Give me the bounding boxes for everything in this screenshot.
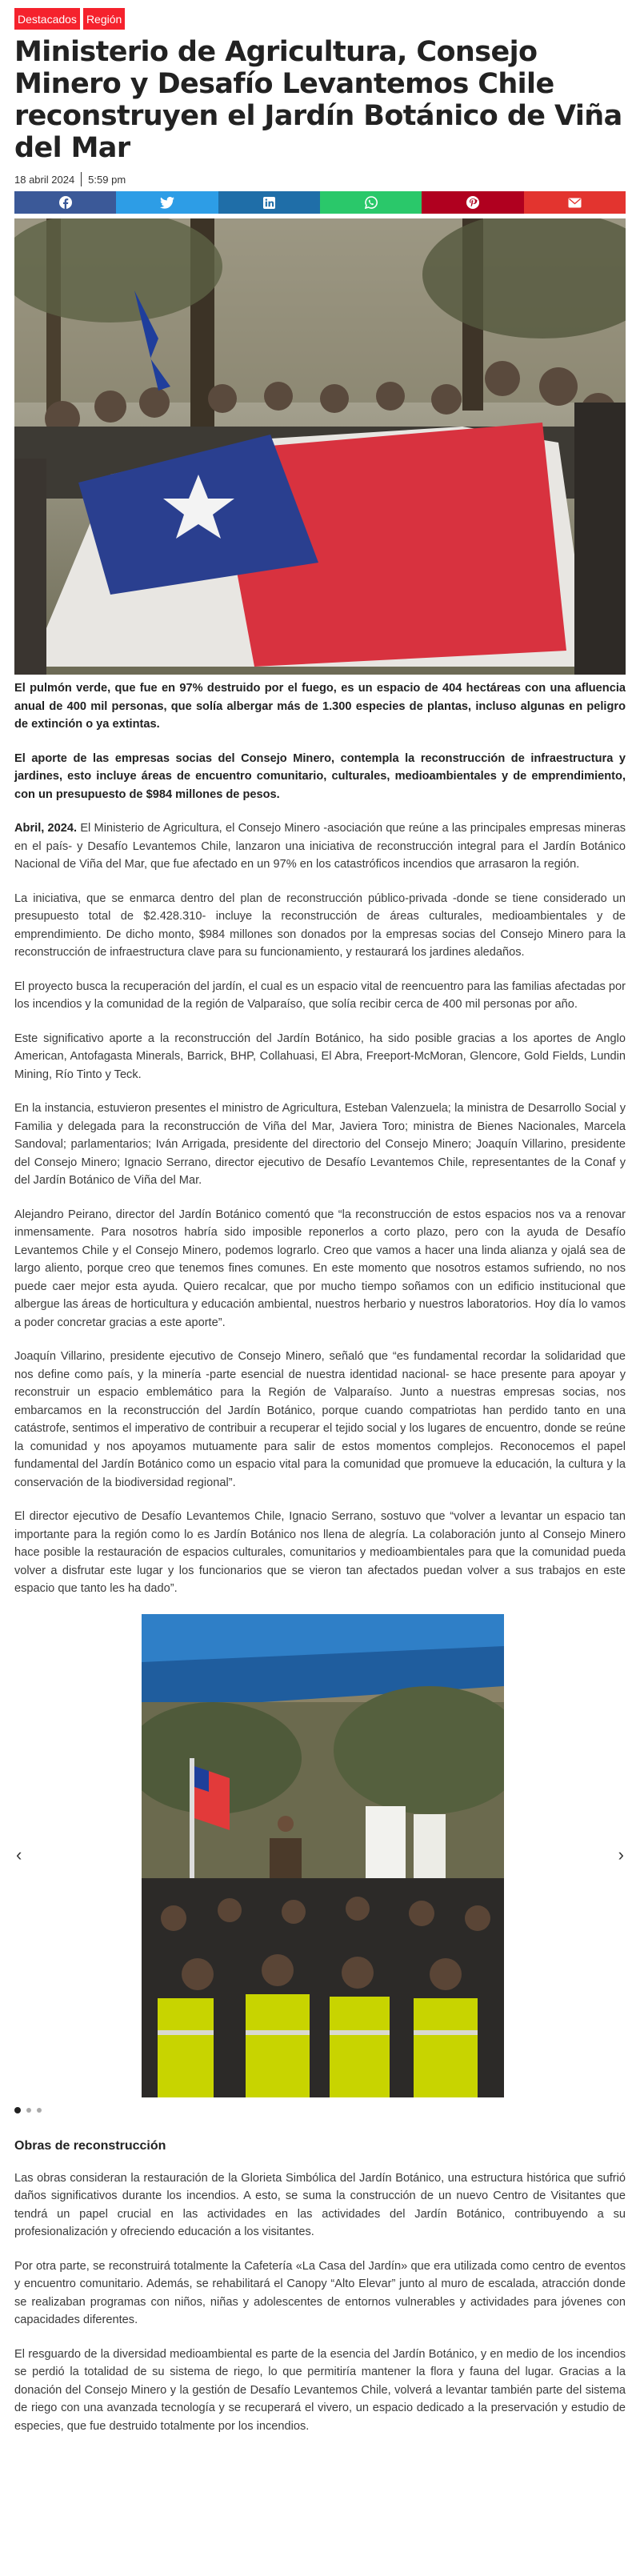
- share-pinterest-button[interactable]: [422, 191, 523, 214]
- main-photo-group-with-chilean-flag: [14, 218, 626, 675]
- email-icon: [568, 198, 582, 208]
- section-heading: Obras de reconstrucción: [14, 2138, 166, 2153]
- share-bar: [14, 191, 626, 214]
- share-linkedin-button[interactable]: [218, 191, 320, 214]
- publish-time: 5:59 pm: [88, 173, 126, 186]
- slide-photo-event-under-canopy: [142, 1614, 504, 2097]
- whatsapp-icon: [365, 196, 378, 209]
- slider-dot-1[interactable]: [14, 2107, 21, 2113]
- body-paragraph-8: El director ejecutivo de Desafío Levantemos Chile, Ignacio Serrano, sostuvo que “volver a levantar un espacio tan importante para la región como lo es Jardín Botánico nos llena de alegría. La colaboración junto al Consejo Minero hace posible la restauración de espacios culturales, comunitarios y medioambientales para que la comunidad pueda volver a disfrutar este lugar y los funcionarios que se vieron tan afectados puedan volver a sus trabajos en este espacio que tanto les ha dado”.: [14, 1510, 626, 1595]
- linkedin-icon: [263, 197, 275, 209]
- body-text: El Ministerio de Agricultura, el Consejo Minero -asociación que reúne a las principales empresas mineras en el país- y Desafío Levantemos Chile, lanzaron una iniciativa de reconstrucción integral para el Jardín Botánico Nacional de Viña del Mar, que fue afectado en un 97% en los catastróficos incendios que arrasaron la región.: [14, 822, 626, 871]
- category-tags: [14, 8, 626, 30]
- body-paragraph-4: Este significativo aporte a la reconstrucción del Jardín Botánico, ha sido posible gracias a los aportes de Anglo American, Antofagasta Minerals, Barrick, BHP, Collahuasi, El Abra, Freeport-McMoran, Glencore, Gold Fields, Lundin Mining, Río Tinto y Teck.: [14, 1032, 626, 1081]
- article-title: Ministerio de Agricultura, Consejo Minero y Desafío Levantemos Chile reconstruyen el Jardín Botánico de Viña del Mar: [14, 36, 622, 164]
- slider-prev-button[interactable]: ‹: [16, 1844, 22, 1865]
- twitter-icon: [160, 197, 174, 209]
- lead-paragraph-1: El pulmón verde, que fue en 97% destruido por el fuego, es un espacio de 404 hectáreas con una afluencia anual de 400 mil personas, que solía albergar más de 1.300 especies de plantas, incluso algunas en peligro de extinción o ya extintas.: [14, 682, 626, 731]
- dateline: Abril, 2024.: [14, 822, 78, 835]
- body-paragraph-7: Joaquín Villarino, presidente ejecutivo de Consejo Minero, señaló que “es fundamental recordar la solidaridad que nos define como país, y la minería -parte esencial de nuestra identidad nacional- se hace presente para apoyar y reconstruir un espacio emblemático para la Región de Valparaíso. Junto a nuestras empresas socias, nos embarcamos en la reconstrucción del Jardín Botánico, porque cuando compatriotas han perdido tanto en una catástrofe, sentimos el imperativo de contribuir a recuperar el tejido social y los lugares de encuentro, donde se reúne la comunidad y nos apoyamos mutuamente para salir de estos momentos complejos. Reconocemos el papel fundamental del Jardín Botánico como un espacio vital para la comunidad que promueve la educación, la cultura y la conservación de la biodiversidad regional”.: [14, 1350, 626, 1489]
- tag-region[interactable]: Región: [83, 8, 125, 30]
- facebook-icon: [59, 196, 72, 209]
- section-paragraph-3: El resguardo de la diversidad medioambiental es parte de la esencia del Jardín Botánico, y en medio de los incendios se perdió la totalidad de su sistema de riego, lo que permitiría mantener la flora y fauna del lugar. Gracias a la donación del Consejo Minero y la gestión de Desafío Levantemos Chile, volverá a levantar también parte del sistema de riego con una avanzada tecnología y se recuperará el vivero, un espacio dedicado a la preservación y estudio de especies, que fue destruido totalmente por los incendios.: [14, 2347, 626, 2433]
- body-paragraph-6: Alejandro Peirano, director del Jardín Botánico comentó que “la reconstrucción de estos espacios nos va a renovar inmensamente. Para nosotros habría sido imposible reponerlos a corto plazo, pero con la ayuda de Desafío Levantemos Chile y el Consejo Minero, podemos lograrlo. Creo que vamos a hacer una linda alianza y ojalá sea de largo aliento, porque creo que tenemos fines comunes. En este momento que nosotros estamos sufriendo, no nos puede caer mejor esta ayuda. Quiero recalcar, que por mucho tiempo soñamos con un edificio institucional que albergue las áreas de horticultura y educación ambiental, nuestros herbario y nuestros laboratorios. Hoy día lo vamos a poder concretar gracias a este aporte”.: [14, 1208, 626, 1329]
- meta-divider: [81, 172, 82, 186]
- slider-dot-3[interactable]: [37, 2108, 42, 2113]
- lead-paragraph-2: El aporte de las empresas socias del Consejo Minero, contempla la reconstrucción de infraestructura y jardines, esto incluye áreas de encuentro comunitario, culturales, medioambientales y de emprendimiento, con un presupuesto de $984 millones de pesos.: [14, 751, 626, 801]
- body-paragraph-3: El proyecto busca la recuperación del jardín, el cual es un espacio vital de reencuentro para las familias afectadas por los incendios y la comunidad de la región de Valparaíso, que solía recibir cerca de 400 mil personas por año.: [14, 980, 626, 1011]
- body-paragraph-2: La iniciativa, que se enmarca dentro del plan de reconstrucción público-privada -donde se tiene considerado un presupuesto total de $2.428.310- incluye la reconstrucción de áreas culturales, medioambientales y de emprendimiento. De dicho monto, $984 millones son donados por la empresas socias del Consejo Minero para la reconstrucción de infraestructura clave para su funcionamiento, y restaurará los jardines aledaños.: [14, 891, 626, 959]
- slider-pagination: [14, 2107, 626, 2113]
- share-email-button[interactable]: [524, 191, 626, 214]
- slider-dot-2[interactable]: [26, 2108, 31, 2113]
- tag-destacados[interactable]: Destacados: [14, 8, 80, 30]
- share-whatsapp-button[interactable]: [320, 191, 422, 214]
- publish-date: 18 abril 2024: [14, 173, 75, 186]
- image-slider: [14, 1614, 626, 2102]
- slider-next-button[interactable]: ›: [618, 1844, 624, 1865]
- body-paragraph-5: En la instancia, estuvieron presentes el ministro de Agricultura, Esteban Valenzuela; la ministra de Desarrollo Social y Familia y delegada para la reconstrucción de Viña del Mar, Javiera Toro; ministra de Bienes Nacionales, Marcela Sandoval; parlamentarios; Iván Arrigada, presidente del directorio del Consejo Minero; Joaquín Villarino, presidente del Consejo Minero; Ignacio Serrano, director ejecutivo de Desafío Levantemos Chile, representantes de la Conaf y del Jardín Botánico de Viña del Mar.: [14, 1102, 626, 1187]
- pinterest-icon: [466, 196, 479, 209]
- section-paragraph-1: Las obras consideran la restauración de la Glorieta Simbólica del Jardín Botánico, una estructura histórica que sufrió daños significativos durante los incendios. A esto, se suma la construcción de un nuevo Centro de Visitantes que tendrá un papel crucial en las actividades en las actividades del Jardín Botánico, contribuyendo a su profesionalización y ofreciendo educación a los visitantes.: [14, 2171, 626, 2238]
- article-meta: [14, 172, 626, 186]
- body-paragraph-1: [14, 819, 626, 874]
- section-paragraph-2: Por otra parte, se reconstruirá totalmente la Cafetería «La Casa del Jardín» que era utilizada como centro de eventos y encuentro comunitario. Además, se rehabilitará el Canopy “Alto Elevar” junto al muro de escalada, atracción donde se realizaban programas con niños, niñas y adolescentes de entornos vulnerables y actividades para jóvenes con capacidades diferentes.: [14, 2259, 626, 2326]
- share-twitter-button[interactable]: [116, 191, 218, 214]
- share-facebook-button[interactable]: [14, 191, 116, 214]
